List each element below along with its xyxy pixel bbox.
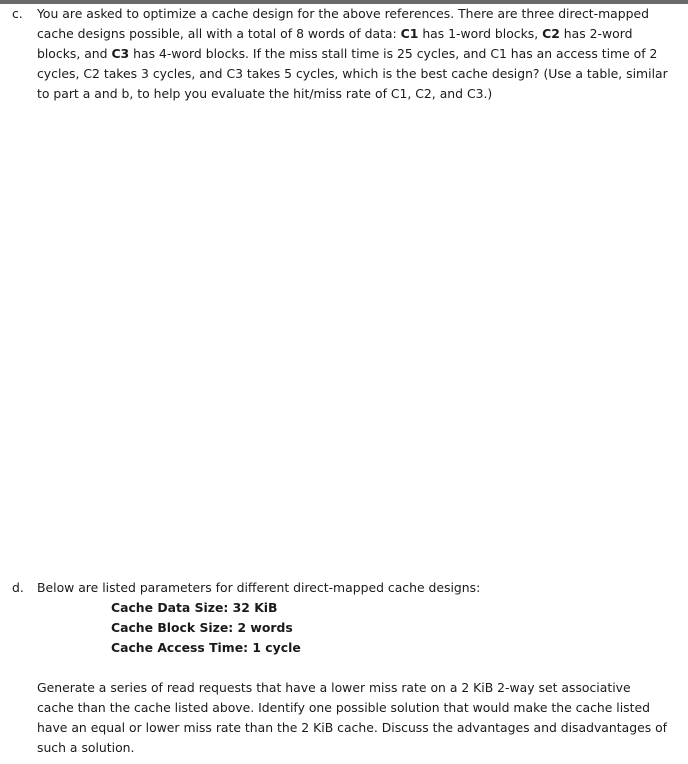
question-c-marker: c. (12, 6, 23, 21)
question-c-text-part-3: has 2-word blocks, and (37, 26, 633, 61)
question-c-text (37, 4, 669, 104)
question-d-body (37, 578, 669, 758)
question-c-text-part-2: has 1-word blocks, (418, 26, 543, 41)
cache-block-size-param: Cache Block Size: 2 words (111, 620, 293, 635)
question-d-marker: d. (12, 580, 24, 595)
c3-label: C3 (111, 46, 130, 61)
question-c-text-part-4: has 4-word blocks. If the miss stall time is 25 cycles, and C1 has an access time of 2 cycles, C2 takes 3 cycles, and C3 takes 5 cycles, which is the best cache design? (Use a table, similar to part a and b, to help you evaluate the hit/miss rate of C1, C2, and C3.) (37, 46, 668, 101)
paragraph-spacer (37, 658, 669, 678)
cache-data-size-param: Cache Data Size: 32 KiB (111, 600, 278, 615)
c2-label: C2 (542, 26, 560, 41)
question-c-body (37, 4, 669, 104)
question-d-intro: Below are listed parameters for different direct-mapped cache designs: (37, 580, 481, 595)
cache-access-time-param: Cache Access Time: 1 cycle (111, 640, 301, 655)
question-c-text-part-1: You are asked to optimize a cache design for the above references. There are three direct-mapped cache designs possible, all with a total of 8 words of data: (37, 6, 649, 41)
c1-label: C1 (400, 26, 419, 41)
question-d-instruction: Generate a series of read requests that have a lower miss rate on a 2 KiB 2-way set associative cache than the cache listed above. Identify one possible solution that would make the cache listed have an equal or lower miss rate than the 2 KiB cache. Discuss the advantages and disadvantages of such a solution. (37, 680, 668, 755)
cache-parameter-list (37, 598, 669, 658)
